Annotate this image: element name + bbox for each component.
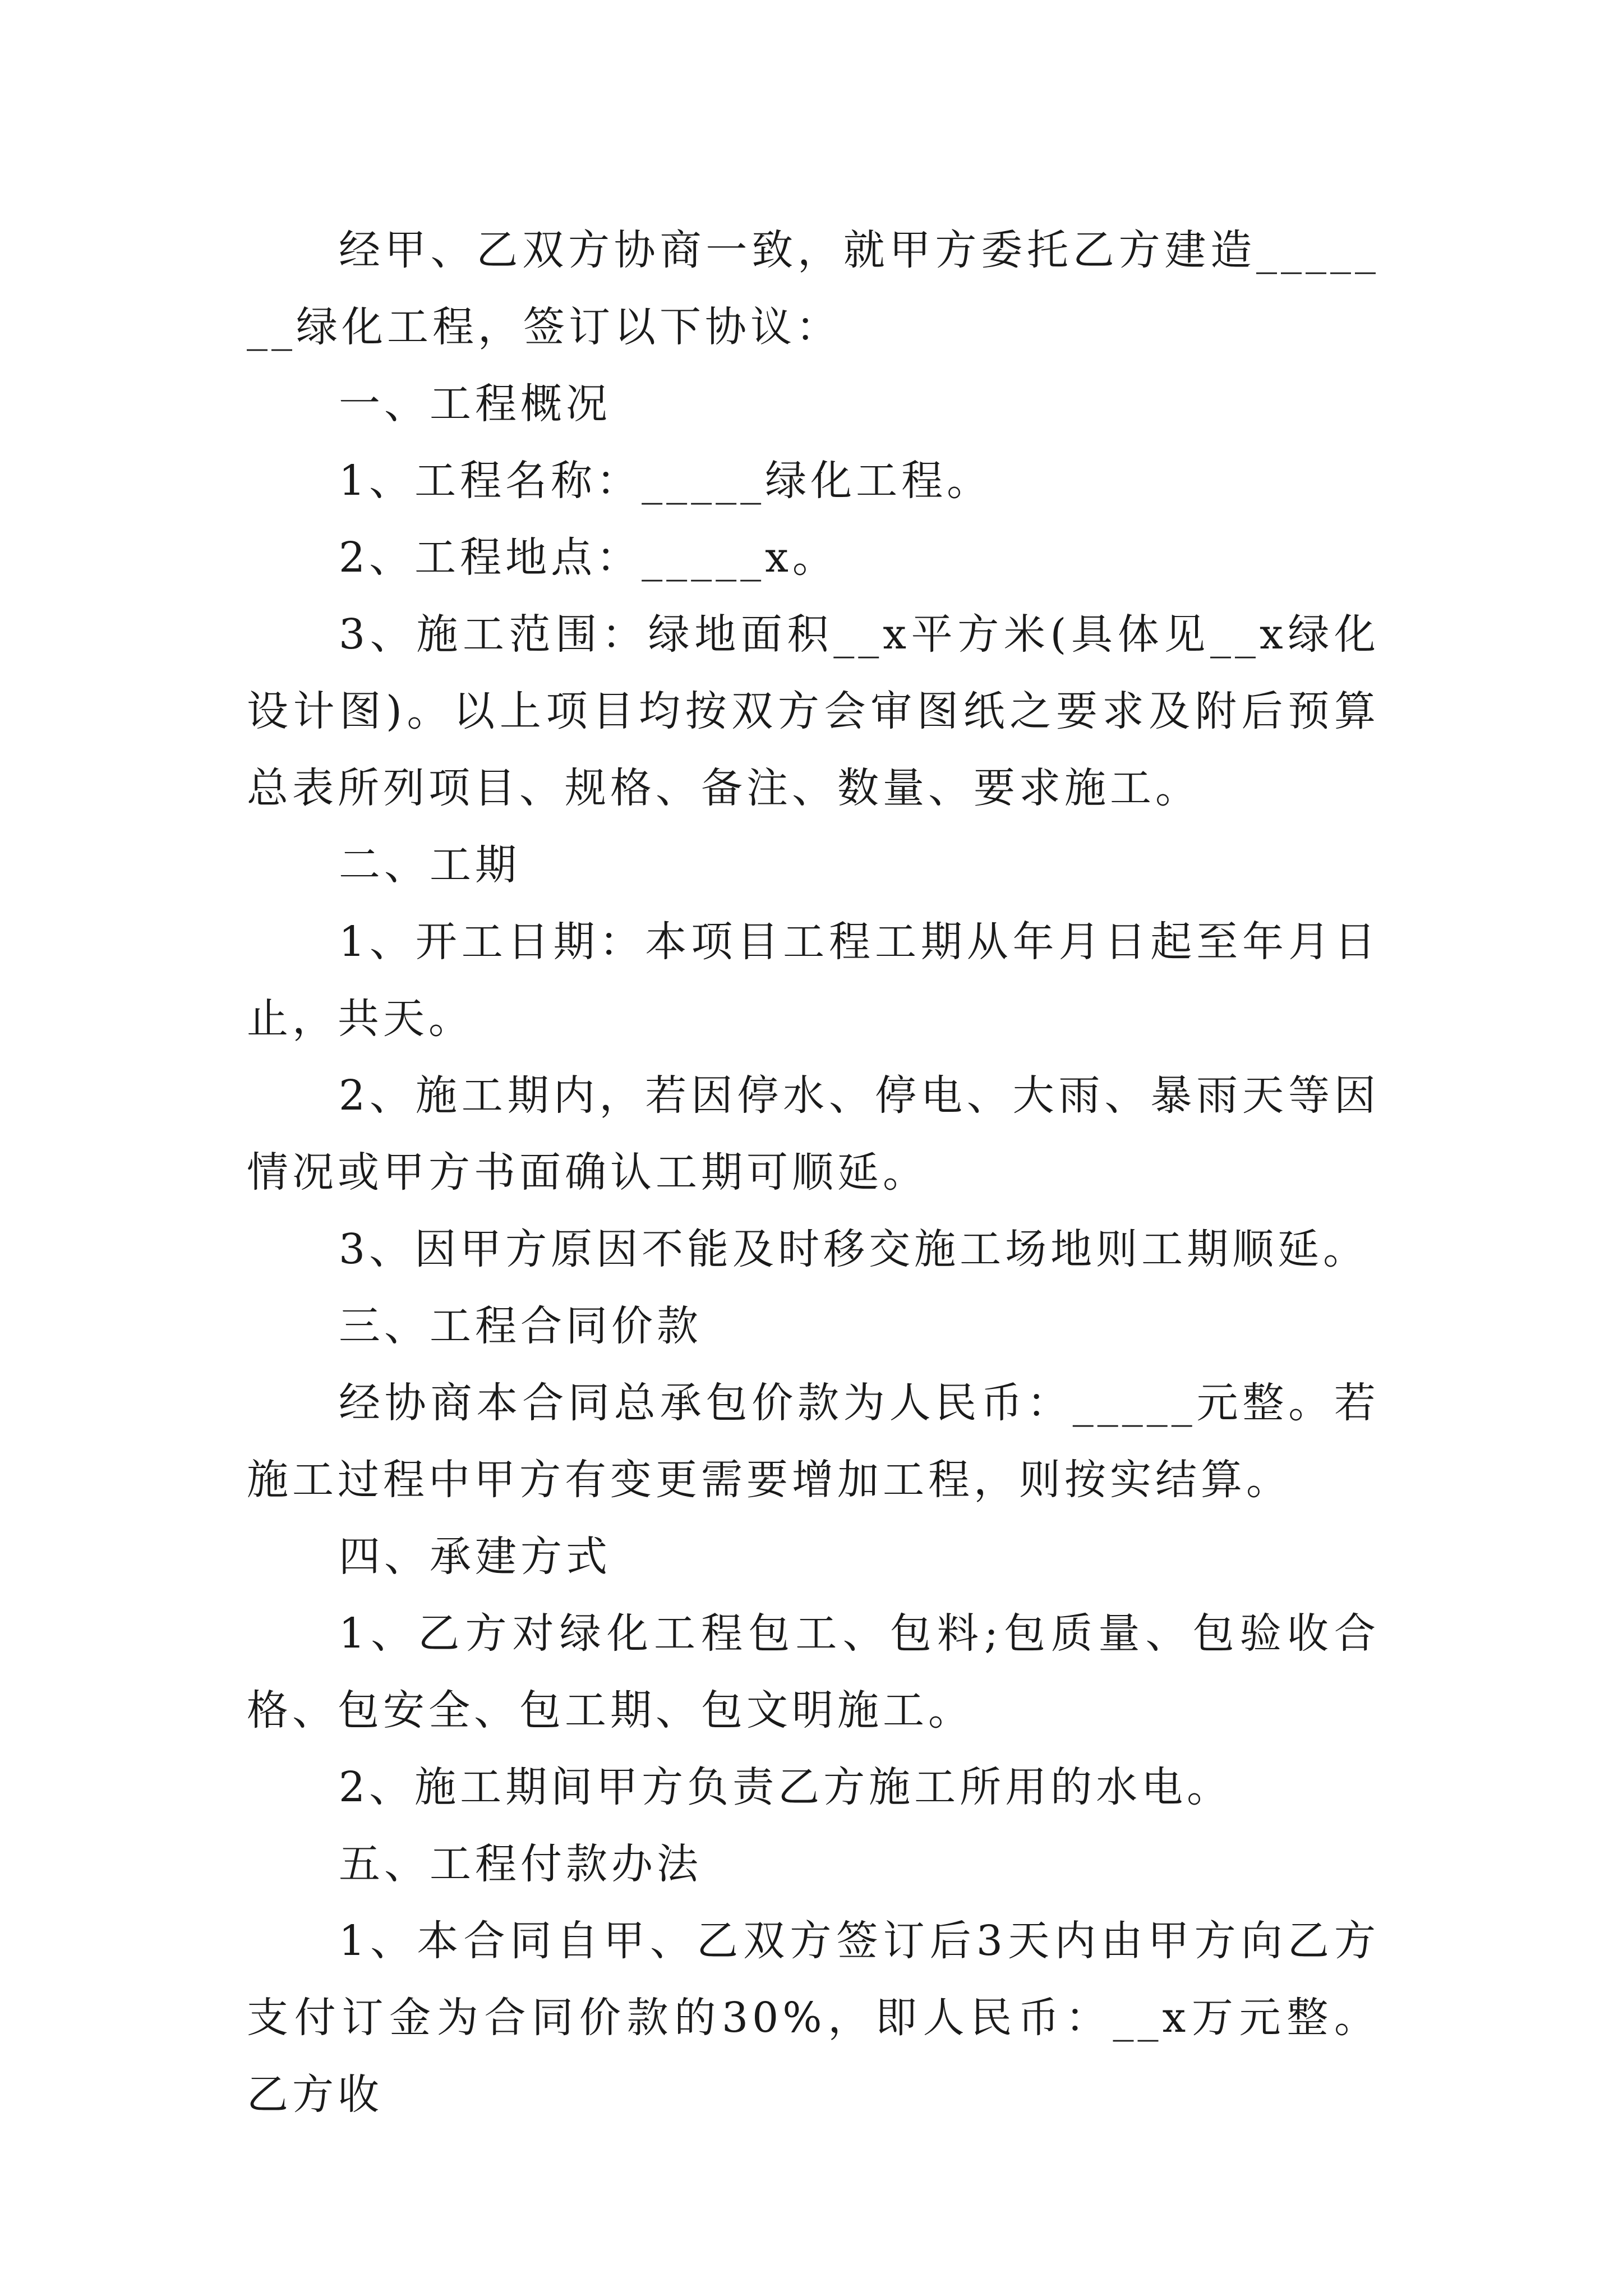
clause-contract-price: 经协商本合同总承包价款为人民币：_____元整。若施工过程中甲方有变更需要增加工程，则按实结算。 <box>247 1379 1380 1504</box>
clause-contractor-responsibility: 1、乙方对绿化工程包工、包料;包质量、包验收合格、包安全、包工期、包文明施工。 <box>247 1609 1380 1734</box>
section-heading-contract-method: 四、承建方式 <box>339 1533 611 1581</box>
section-heading-overview: 一、工程概况 <box>339 380 611 428</box>
section-heading-contract-price: 三、工程合同价款 <box>339 1302 702 1350</box>
clause-project-location: 2、工程地点：_____x。 <box>339 533 838 582</box>
clause-utilities: 2、施工期间甲方负责乙方施工所用的水电。 <box>339 1763 1233 1811</box>
intro-paragraph: 经甲、乙双方协商一致，就甲方委托乙方建造_______绿化工程，签订以下协议： <box>247 226 1380 351</box>
section-heading-schedule: 二、工期 <box>339 841 520 889</box>
clause-construction-scope: 3、施工范围：绿地面积__x平方米(具体见__x绿化设计图)。以上项目均按双方会审图纸之要求及附后预算总表所列项目、规格、备注、数量、要求施工。 <box>247 610 1380 812</box>
clause-deposit-payment: 1、本合同自甲、乙双方签订后3天内由甲方向乙方支付订金为合同价款的30%，即人民币：__x万元整。乙方收 <box>247 1917 1380 2119</box>
clause-site-delay: 3、因甲方原因不能及时移交施工场地则工期顺延。 <box>339 1225 1369 1273</box>
clause-start-date: 1、开工日期：本项目工程工期从年月日起至年月日止，共天。 <box>247 918 1380 1043</box>
document-page <box>247 212 1380 2133</box>
section-heading-payment: 五、工程付款办法 <box>339 1840 702 1888</box>
clause-project-name: 1、工程名称：_____绿化工程。 <box>339 457 993 505</box>
clause-schedule-extension: 2、施工期内，若因停水、停电、大雨、暴雨天等因情况或甲方书面确认工期可顺延。 <box>247 1071 1380 1197</box>
